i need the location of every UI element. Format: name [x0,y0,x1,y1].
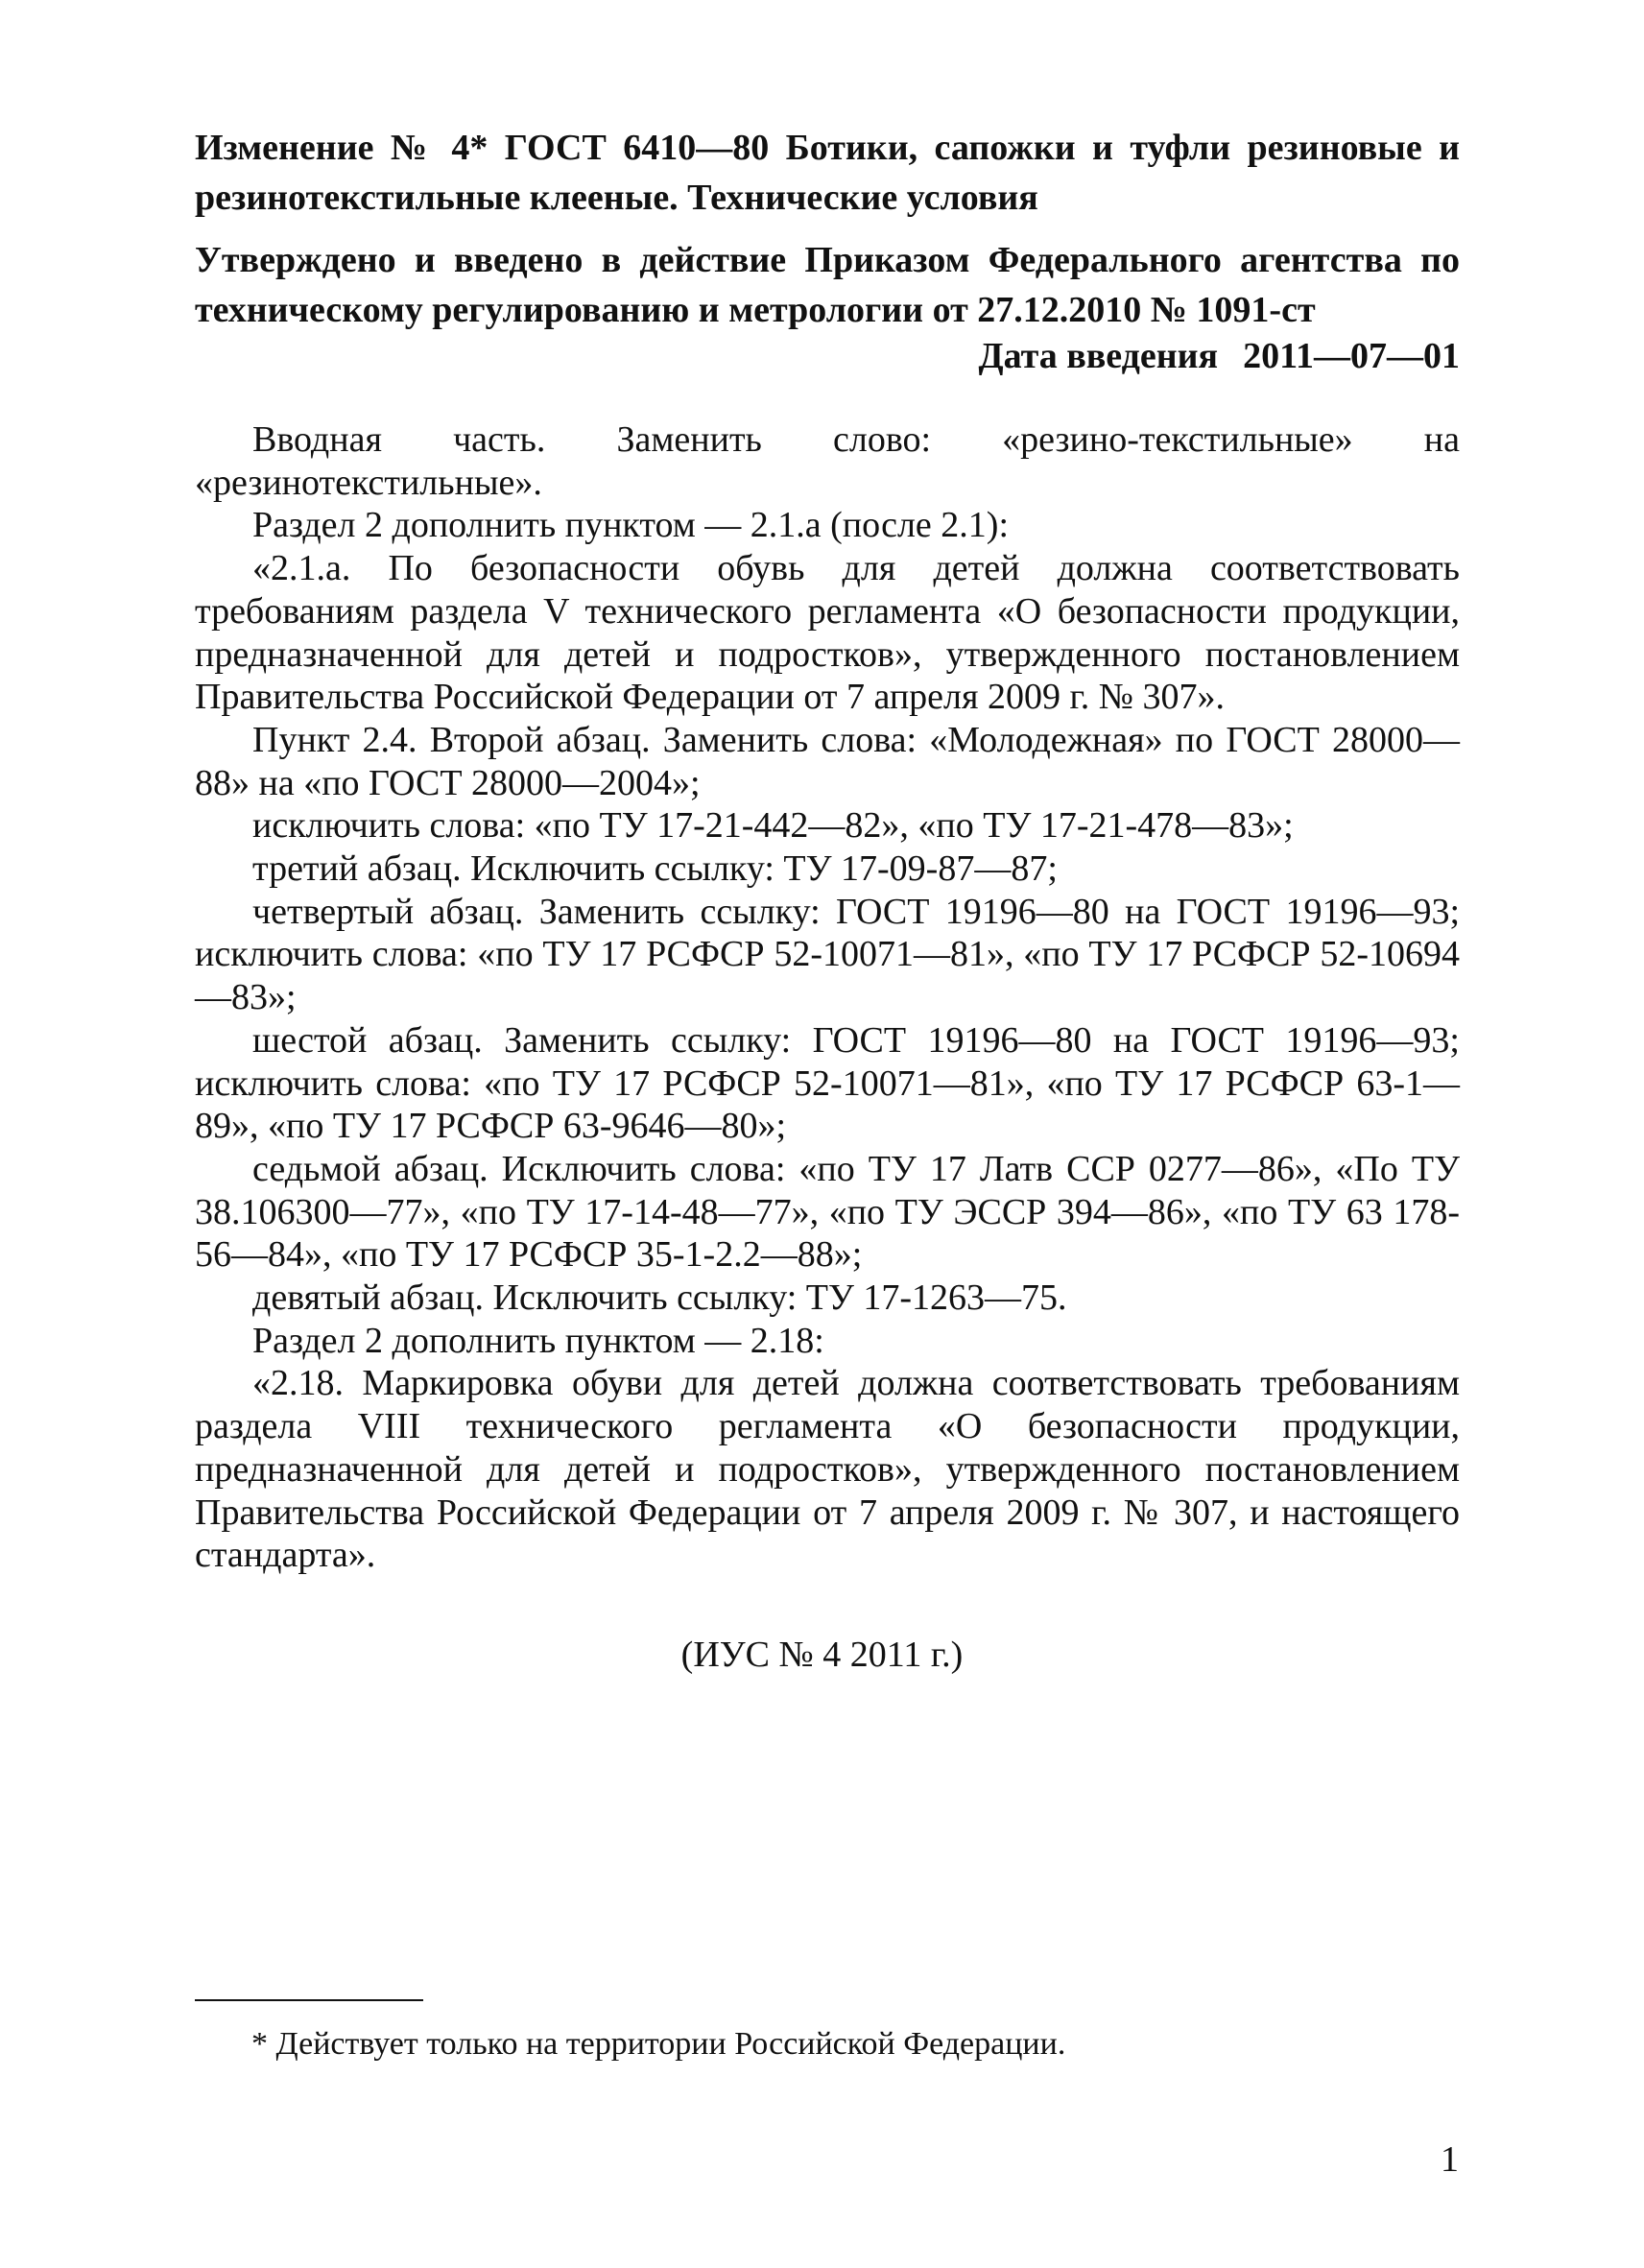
amendment-body [195,418,1460,1577]
paragraph: третий абзац. Исключить ссылку: ТУ 17-09-87—87; [252,848,1058,890]
intro-date-label: Дата введения [978,336,1219,376]
paragraph: «2.1.а. По безопасности обувь для детей должна соответствовать требованиям раздела V технического регламента «О безопасности продукции, предназначенной для детей и подростков», утвержденного постановлением Правительства Российской Федерации от 7 апреля 2009 г. № 307». [195,548,1460,718]
paragraph: «2.18. Маркировка обуви для детей должна соответствовать требованиям раздела VIII технического регламента «О безопасности продукции, предназначенной для детей и подростков», утвержденного постановлением Правительства Российской Федерации от 7 апреля 2009 г. № 307, и настоящего стандарта». [195,1363,1460,1576]
paragraph: Пункт 2.4. Второй абзац. Заменить слова: «Молодежная» по ГОСТ 28000—88» на «по ГОСТ 28000—2004»; [195,719,1460,803]
paragraph: Раздел 2 дополнить пунктом — 2.18: [252,1320,824,1361]
paragraph: исключить слова: «по ТУ 17-21-442—82», «по ТУ 17-21-478—83»; [252,805,1294,847]
page-number: 1 [1441,2139,1459,2180]
document-title: Изменение № 4* ГОСТ 6410—80 Ботики, сапожки и туфли резиновые и резинотекстильные клееные. Технические условия [195,128,1460,218]
intro-date [978,331,1460,381]
footnote: * Действует только на территории Российской Федерации. [251,2026,1066,2062]
paragraph: седьмой абзац. Исключить слова: «по ТУ 17 Латв ССР 0277—86», «По ТУ 38.106300—77», «по ТУ 17-14-48—77», «по ТУ ЭССР 394—86», «по ТУ 63 178-56—84», «по ТУ 17 РСФСР 35-1-2.2—88»; [195,1148,1460,1276]
paragraph: Раздел 2 дополнить пунктом — 2.1.а (после 2.1): [252,505,1009,546]
paragraph: Вводная часть. Заменить слово: «резино-текстильные» на «резинотекстильные». [195,419,1460,503]
footnote-divider [195,1999,423,2001]
source-note: (ИУС № 4 2011 г.) [680,1635,964,1675]
paragraph: шестой абзац. Заменить ссылку: ГОСТ 19196—80 на ГОСТ 19196—93; исключить слова: «по ТУ 17 РСФСР 52-10071—81», «по ТУ 17 РСФСР 63-1—89», «по ТУ 17 РСФСР 63-9646—80»; [195,1019,1460,1147]
paragraph: девятый абзац. Исключить ссылку: ТУ 17-1263—75. [252,1277,1067,1319]
approval-statement: Утверждено и введено в действие Приказом Федерального агентства по техническому регулированию и метрологии от 27.12.2010 № 1091-ст [195,240,1460,330]
intro-date-value: 2011—07—01 [1243,336,1460,376]
paragraph: четвертый абзац. Заменить ссылку: ГОСТ 19196—80 на ГОСТ 19196—93; исключить слова: «по ТУ 17 РСФСР 52-10071—81», «по ТУ 17 РСФСР 52-10694—83»; [195,891,1460,1018]
